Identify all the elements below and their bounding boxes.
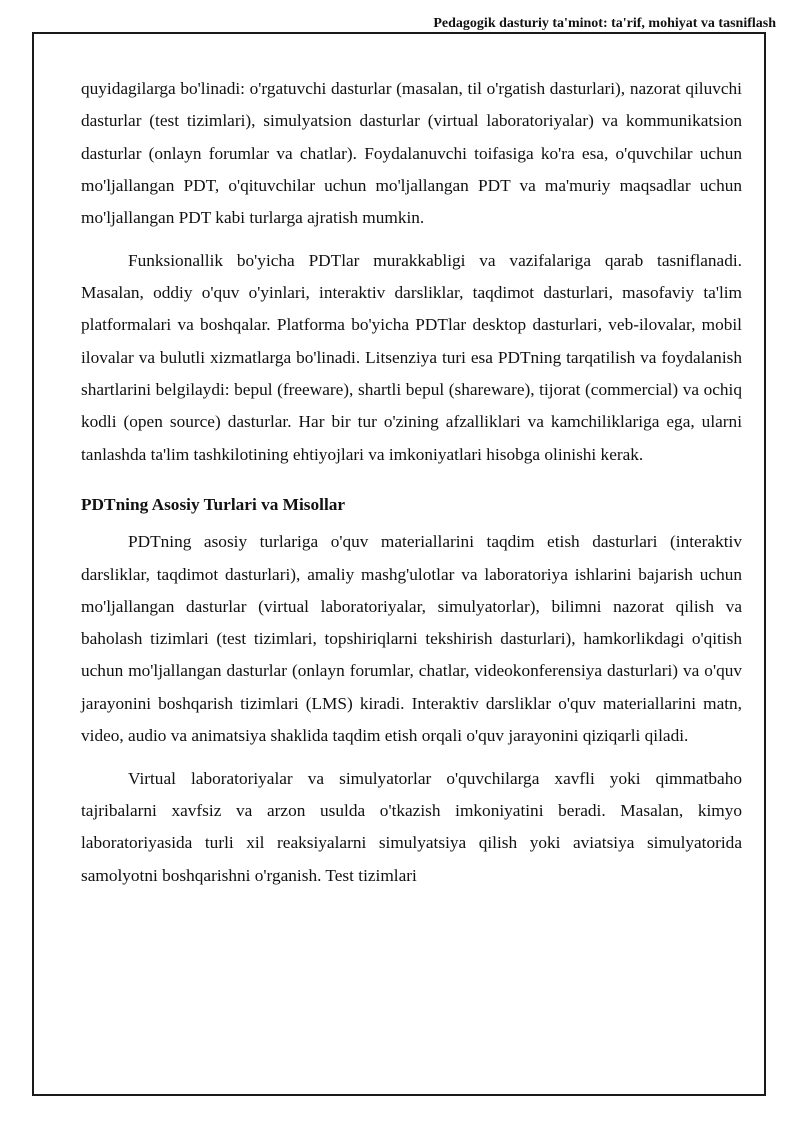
running-header: Pedagogik dasturiy ta'minot: ta'rif, mohiyat va tasniflash [433, 16, 776, 31]
document-body [81, 73, 742, 892]
paragraph-main-types: PDTning asosiy turlariga o'quv materiallarini taqdim etish dasturlari (interaktiv darsliklar, taqdimot dasturlari), amaliy mashg'ulotlar va laboratoriya ishlarini bajarish uchun mo'ljallangan dasturlar (virtual laboratoriyalar, simulyatorlar), bilimni nazorat qilish va baholash tizimlari (test tizimlari, topshiriqlarni tekshirish dasturlari), hamkorlikdagi o'qitish uchun mo'ljallangan dasturlar (onlayn forumlar, chatlar, videokonferensiya dasturlari) va o'quv jarayonini boshqarish tizimlari (LMS) kiradi. Interaktiv darsliklar o'quv materiallarini matn, video, audio va animatsiya shaklida taqdim etish orqali o'quv jarayonini qiziqarli qiladi. [81, 532, 742, 746]
paragraph-functionality: Funksionallik bo'yicha PDTlar murakkabligi va vazifalariga qarab tasniflanadi. Masalan, oddiy o'quv o'yinlari, interaktiv darsliklar, taqdimot dasturlari, masofaviy ta'lim platformalari va boshqalar. Platforma bo'yicha PDTlar desktop dasturlari, veb-ilovalar, mobil ilovalar va bulutli xizmatlarga bo'linadi. Litsenziya turi esa PDTning tarqatilish va foydalanish shartlarini belgilaydi: bepul (freeware), shartli bepul (shareware), tijorat (commercial) va ochiq kodli (open source) dasturlar. Har bir tur o'zining afzalliklari va kamchiliklariga ega, ularni tanlashda ta'lim tashkilotining ehtiyojlari va imkoniyatlari hisobga olinishi kerak. [81, 250, 742, 464]
paragraph-continued: quyidagilarga bo'linadi: o'rgatuvchi dasturlar (masalan, til o'rgatish dasturlari), nazorat qiluvchi dasturlar (test tizimlari), simulyatsion dasturlar (virtual laboratoriyalar) va kommunikatsion dasturlar (onlayn forumlar va chatlar). Foydalanuvchi toifasiga ko'ra esa, o'quvchilar uchun mo'ljallangan PDT, o'qituvchilar uchun mo'ljallangan PDT va ma'muriy maqsadlar uchun mo'ljallangan PDT kabi turlarga ajratish mumkin. [81, 79, 742, 228]
paragraph-virtual-labs: Virtual laboratoriyalar va simulyatorlar o'quvchilarga xavfli yoki qimmatbaho tajribalarni xavfsiz va arzon usulda o'tkazish imkoniyatini beradi. Masalan, kimyo laboratoriyasida turli xil reaksiyalarni simulyatsiya qilish yoki aviatsiya simulyatorida samolyotni boshqarishni o'rganish. Test tizimlari [81, 768, 742, 885]
section-heading: PDTning Asosiy Turlari va Misollar [81, 494, 346, 514]
